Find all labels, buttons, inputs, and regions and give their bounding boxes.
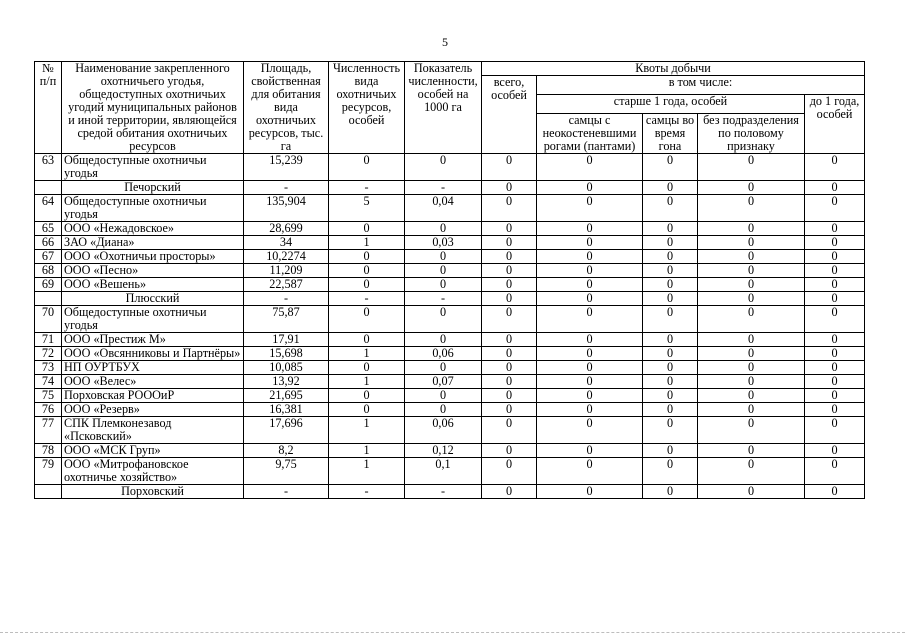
- cell-no: 65: [35, 222, 62, 236]
- cell-males-rut: 0: [643, 154, 698, 181]
- page-number: 5: [442, 35, 448, 49]
- cell-no: 68: [35, 264, 62, 278]
- cell-no: 67: [35, 250, 62, 264]
- cell-males-antlers: 0: [537, 333, 643, 347]
- header-young: до 1 года, особей: [805, 95, 865, 154]
- cell-young: 0: [805, 250, 865, 264]
- cell-total: 0: [482, 264, 537, 278]
- header-older: старше 1 года, особей: [537, 95, 805, 114]
- cell-males-rut: 0: [643, 375, 698, 389]
- cell-name: ООО «Вешень»: [62, 278, 244, 292]
- cell-name: ООО «Охотничьи просторы»: [62, 250, 244, 264]
- cell-young: 0: [805, 458, 865, 485]
- header-no: № п/п: [35, 62, 62, 154]
- cell-nosex: 0: [698, 222, 805, 236]
- cell-males-antlers: 0: [537, 292, 643, 306]
- cell-no: [35, 292, 62, 306]
- cell-count: 1: [329, 236, 405, 250]
- cell-males-rut: 0: [643, 222, 698, 236]
- header-name: Наименование закрепленного охотничьего угодья, общедоступных охотничьих угодий муниципальных районов и иной территории, являющейся средой обитания охотничьих ресурсов: [62, 62, 244, 154]
- cell-males-rut: 0: [643, 236, 698, 250]
- cell-name: НП ОУРТБУХ: [62, 361, 244, 375]
- cell-males-rut: 0: [643, 444, 698, 458]
- cell-males-rut: 0: [643, 417, 698, 444]
- cell-index: 0: [405, 250, 482, 264]
- header-males-rut: самцы во время гона: [643, 114, 698, 154]
- cell-young: 0: [805, 485, 865, 499]
- cell-males-rut: 0: [643, 264, 698, 278]
- cell-males-antlers: 0: [537, 154, 643, 181]
- cell-no: 76: [35, 403, 62, 417]
- cell-total: 0: [482, 403, 537, 417]
- cell-no: [35, 181, 62, 195]
- table-row: [35, 306, 865, 333]
- cell-no: 75: [35, 389, 62, 403]
- cell-young: 0: [805, 306, 865, 333]
- cell-index: -: [405, 485, 482, 499]
- cell-index: 0: [405, 389, 482, 403]
- cell-area: 11,209: [244, 264, 329, 278]
- cell-young: 0: [805, 361, 865, 375]
- cell-total: 0: [482, 458, 537, 485]
- table-row: [35, 458, 865, 485]
- header-males-antlers: самцы с неокостеневшими рогами (пантами): [537, 114, 643, 154]
- cell-no: 74: [35, 375, 62, 389]
- cell-area: 21,695: [244, 389, 329, 403]
- cell-young: 0: [805, 403, 865, 417]
- cell-index: 0,06: [405, 417, 482, 444]
- cell-nosex: 0: [698, 292, 805, 306]
- cell-count: 0: [329, 361, 405, 375]
- cell-area: 17,696: [244, 417, 329, 444]
- scan-edge: [0, 632, 905, 634]
- cell-name: Печорский: [62, 181, 244, 195]
- cell-name: СПК Племконезавод «Псковский»: [62, 417, 244, 444]
- table-row: [35, 278, 865, 292]
- cell-index: 0: [405, 278, 482, 292]
- cell-index: 0: [405, 403, 482, 417]
- cell-area: -: [244, 485, 329, 499]
- cell-area: -: [244, 292, 329, 306]
- cell-index: 0,07: [405, 375, 482, 389]
- cell-count: 1: [329, 458, 405, 485]
- cell-area: 16,381: [244, 403, 329, 417]
- cell-name: ЗАО «Диана»: [62, 236, 244, 250]
- cell-no: 72: [35, 347, 62, 361]
- table-row: [35, 236, 865, 250]
- header-nosex: без подразделения по половому признаку: [698, 114, 805, 154]
- cell-total: 0: [482, 236, 537, 250]
- cell-males-antlers: 0: [537, 403, 643, 417]
- cell-nosex: 0: [698, 444, 805, 458]
- cell-no: 66: [35, 236, 62, 250]
- cell-no: 64: [35, 195, 62, 222]
- cell-young: 0: [805, 154, 865, 181]
- cell-males-rut: 0: [643, 292, 698, 306]
- table-row-district: [35, 485, 865, 499]
- cell-males-rut: 0: [643, 458, 698, 485]
- cell-area: 10,085: [244, 361, 329, 375]
- cell-males-antlers: 0: [537, 485, 643, 499]
- cell-young: 0: [805, 292, 865, 306]
- cell-males-antlers: 0: [537, 195, 643, 222]
- cell-count: -: [329, 485, 405, 499]
- table-row: [35, 250, 865, 264]
- cell-males-antlers: 0: [537, 347, 643, 361]
- cell-name: ООО «Резерв»: [62, 403, 244, 417]
- cell-count: 0: [329, 154, 405, 181]
- cell-nosex: 0: [698, 333, 805, 347]
- cell-males-antlers: 0: [537, 236, 643, 250]
- cell-total: 0: [482, 389, 537, 403]
- cell-young: 0: [805, 347, 865, 361]
- cell-count: -: [329, 292, 405, 306]
- cell-name: ООО «МСК Груп»: [62, 444, 244, 458]
- cell-males-rut: 0: [643, 361, 698, 375]
- cell-young: 0: [805, 264, 865, 278]
- cell-nosex: 0: [698, 485, 805, 499]
- cell-males-rut: 0: [643, 278, 698, 292]
- cell-index: 0,12: [405, 444, 482, 458]
- table-row: [35, 444, 865, 458]
- header-quota: Квоты добычи: [482, 62, 865, 76]
- cell-males-rut: 0: [643, 306, 698, 333]
- table-row: [35, 222, 865, 236]
- cell-nosex: 0: [698, 195, 805, 222]
- cell-area: 28,699: [244, 222, 329, 236]
- cell-name: ООО «Песно»: [62, 264, 244, 278]
- table-row: [35, 154, 865, 181]
- cell-total: 0: [482, 375, 537, 389]
- cell-count: 1: [329, 347, 405, 361]
- cell-males-antlers: 0: [537, 458, 643, 485]
- cell-index: 0,04: [405, 195, 482, 222]
- cell-index: -: [405, 292, 482, 306]
- cell-total: 0: [482, 361, 537, 375]
- cell-name: ООО «Престиж М»: [62, 333, 244, 347]
- cell-total: 0: [482, 222, 537, 236]
- cell-nosex: 0: [698, 389, 805, 403]
- cell-no: 71: [35, 333, 62, 347]
- cell-count: 1: [329, 444, 405, 458]
- table-row-district: [35, 181, 865, 195]
- cell-males-rut: 0: [643, 250, 698, 264]
- cell-total: 0: [482, 347, 537, 361]
- table-row: [35, 195, 865, 222]
- cell-count: 0: [329, 306, 405, 333]
- cell-males-antlers: 0: [537, 264, 643, 278]
- header-count: Численность вида охотничьих ресурсов, особей: [329, 62, 405, 154]
- cell-index: 0,06: [405, 347, 482, 361]
- cell-nosex: 0: [698, 403, 805, 417]
- cell-count: 1: [329, 417, 405, 444]
- cell-no: 73: [35, 361, 62, 375]
- cell-index: 0: [405, 306, 482, 333]
- cell-nosex: 0: [698, 361, 805, 375]
- cell-young: 0: [805, 375, 865, 389]
- cell-count: 1: [329, 375, 405, 389]
- cell-males-rut: 0: [643, 181, 698, 195]
- cell-index: 0,1: [405, 458, 482, 485]
- cell-area: 15,239: [244, 154, 329, 181]
- cell-nosex: 0: [698, 250, 805, 264]
- cell-name: Порховский: [62, 485, 244, 499]
- cell-name: Общедоступные охотничьи угодья: [62, 154, 244, 181]
- cell-no: 69: [35, 278, 62, 292]
- cell-count: 0: [329, 278, 405, 292]
- cell-index: 0,03: [405, 236, 482, 250]
- cell-males-antlers: 0: [537, 250, 643, 264]
- cell-total: 0: [482, 181, 537, 195]
- cell-count: 0: [329, 250, 405, 264]
- table-row: [35, 333, 865, 347]
- table-row: [35, 264, 865, 278]
- cell-males-antlers: 0: [537, 181, 643, 195]
- cell-no: 77: [35, 417, 62, 444]
- cell-area: 8,2: [244, 444, 329, 458]
- cell-nosex: 0: [698, 347, 805, 361]
- cell-name: Порховская РОООиР: [62, 389, 244, 403]
- cell-area: 13,92: [244, 375, 329, 389]
- cell-males-antlers: 0: [537, 306, 643, 333]
- cell-total: 0: [482, 292, 537, 306]
- cell-name: Общедоступные охотничьи угодья: [62, 306, 244, 333]
- cell-young: 0: [805, 389, 865, 403]
- cell-nosex: 0: [698, 264, 805, 278]
- cell-young: 0: [805, 236, 865, 250]
- header-total: всего, особей: [482, 76, 537, 154]
- cell-total: 0: [482, 417, 537, 444]
- cell-name: ООО «Велес»: [62, 375, 244, 389]
- cell-nosex: 0: [698, 181, 805, 195]
- cell-count: 5: [329, 195, 405, 222]
- cell-no: [35, 485, 62, 499]
- cell-name: Общедоступные охотничьи угодья: [62, 195, 244, 222]
- cell-males-antlers: 0: [537, 417, 643, 444]
- cell-nosex: 0: [698, 154, 805, 181]
- cell-young: 0: [805, 417, 865, 444]
- cell-name: ООО «Овсянниковы и Партнёры»: [62, 347, 244, 361]
- cell-area: 15,698: [244, 347, 329, 361]
- table-row: [35, 389, 865, 403]
- cell-total: 0: [482, 333, 537, 347]
- cell-count: -: [329, 181, 405, 195]
- cell-young: 0: [805, 195, 865, 222]
- cell-males-rut: 0: [643, 347, 698, 361]
- header-area: Площадь, свойственная для обитания вида охотничьих ресурсов, тыс. га: [244, 62, 329, 154]
- cell-nosex: 0: [698, 375, 805, 389]
- cell-males-rut: 0: [643, 403, 698, 417]
- cell-males-antlers: 0: [537, 444, 643, 458]
- cell-total: 0: [482, 195, 537, 222]
- table-row: [35, 347, 865, 361]
- table-row-district: [35, 292, 865, 306]
- cell-area: 75,87: [244, 306, 329, 333]
- cell-index: 0: [405, 222, 482, 236]
- cell-total: 0: [482, 444, 537, 458]
- cell-name: ООО «Нежадовское»: [62, 222, 244, 236]
- cell-total: 0: [482, 485, 537, 499]
- cell-young: 0: [805, 444, 865, 458]
- cell-name: ООО «Митрофановское охотничье хозяйство»: [62, 458, 244, 485]
- cell-count: 0: [329, 333, 405, 347]
- cell-total: 0: [482, 278, 537, 292]
- cell-nosex: 0: [698, 417, 805, 444]
- cell-males-antlers: 0: [537, 361, 643, 375]
- cell-males-rut: 0: [643, 195, 698, 222]
- cell-males-rut: 0: [643, 333, 698, 347]
- cell-index: 0: [405, 333, 482, 347]
- cell-count: 0: [329, 222, 405, 236]
- cell-nosex: 0: [698, 458, 805, 485]
- cell-area: 22,587: [244, 278, 329, 292]
- cell-index: 0: [405, 361, 482, 375]
- table-header: [35, 62, 865, 154]
- cell-males-antlers: 0: [537, 375, 643, 389]
- quota-table: [34, 61, 865, 499]
- cell-nosex: 0: [698, 278, 805, 292]
- header-index: Показатель численности, особей на 1000 га: [405, 62, 482, 154]
- cell-males-rut: 0: [643, 389, 698, 403]
- cell-no: 78: [35, 444, 62, 458]
- cell-males-antlers: 0: [537, 278, 643, 292]
- cell-young: 0: [805, 222, 865, 236]
- table-row: [35, 403, 865, 417]
- header-including: в том числе:: [537, 76, 865, 95]
- cell-area: 9,75: [244, 458, 329, 485]
- cell-no: 70: [35, 306, 62, 333]
- cell-males-antlers: 0: [537, 389, 643, 403]
- cell-area: 17,91: [244, 333, 329, 347]
- cell-nosex: 0: [698, 306, 805, 333]
- cell-area: -: [244, 181, 329, 195]
- cell-no: 79: [35, 458, 62, 485]
- cell-count: 0: [329, 389, 405, 403]
- cell-males-antlers: 0: [537, 222, 643, 236]
- table-row: [35, 375, 865, 389]
- cell-total: 0: [482, 306, 537, 333]
- cell-total: 0: [482, 154, 537, 181]
- cell-young: 0: [805, 181, 865, 195]
- cell-area: 135,904: [244, 195, 329, 222]
- table-row: [35, 361, 865, 375]
- cell-area: 10,2274: [244, 250, 329, 264]
- table-row: [35, 417, 865, 444]
- cell-index: -: [405, 181, 482, 195]
- cell-males-rut: 0: [643, 485, 698, 499]
- cell-area: 34: [244, 236, 329, 250]
- cell-no: 63: [35, 154, 62, 181]
- cell-index: 0: [405, 154, 482, 181]
- cell-young: 0: [805, 333, 865, 347]
- cell-count: 0: [329, 264, 405, 278]
- cell-nosex: 0: [698, 236, 805, 250]
- cell-total: 0: [482, 250, 537, 264]
- cell-index: 0: [405, 264, 482, 278]
- table-body: [35, 154, 865, 499]
- cell-count: 0: [329, 403, 405, 417]
- cell-young: 0: [805, 278, 865, 292]
- cell-name: Плюсский: [62, 292, 244, 306]
